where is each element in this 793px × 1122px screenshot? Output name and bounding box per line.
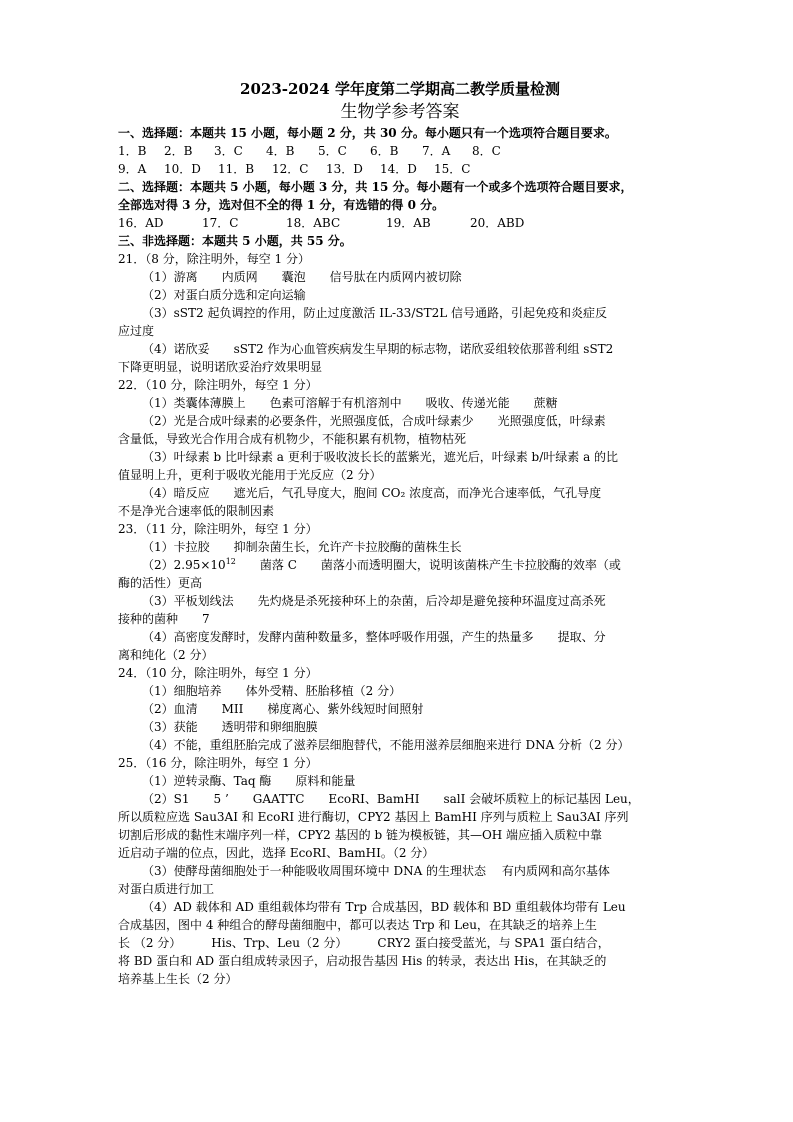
q25-part1: （1）逆转录酶、Taq 酶 原料和能量 — [142, 774, 356, 788]
q21-part2: （2）对蛋白质分选和定向运输 — [142, 288, 306, 302]
q22-heading: 22．（10 分，除注明外，每空 1 分） — [118, 378, 318, 392]
q25-part3-cont: 对蛋白质进行加工 — [118, 882, 215, 896]
q22-part1: （1）类囊体薄膜上 色素可溶解于有机溶剂中 吸收、传递光能 蔗糖 — [142, 396, 558, 410]
document-subtitle: 生物学参考答案 — [340, 102, 460, 122]
q23-part2-exponent: 12 — [225, 557, 236, 566]
answer-item: 6．B — [370, 144, 399, 158]
q25-part4-cont: 培养基上生长（2 分） — [118, 972, 238, 986]
section1-answers-row1 — [118, 142, 688, 160]
q22-part2: （2）光是合成叶绿素的必要条件，光照强度低，合成叶绿素少 光照强度低，叶绿素 — [142, 414, 606, 428]
q23-heading: 23．（11 分，除注明外，每空 1 分） — [118, 522, 318, 536]
q22-part3: （3）叶绿素 b 比叶绿素 a 更利于吸收波长长的蓝紫光，遮光后，叶绿素 b/叶绿素 a 的比 — [142, 450, 619, 464]
q24-part2: （2）血清 MII 梯度离心、紫外线短时间照射 — [142, 702, 424, 716]
answer-item: 10．D — [164, 162, 201, 176]
q22-part2-cont: 含量低，导致光合作用合成有机物少，不能积累有机物，植物枯死 — [118, 432, 467, 446]
q25-part2-cont: 近启动子端的位点，因此，选择 EcoRI、BamHI。（2 分） — [118, 846, 435, 860]
answer-item: 18．ABC — [286, 216, 341, 230]
q23-part3-cont: 接种的菌种 7 — [118, 612, 210, 626]
q22-part3-cont: 值显明上升，更利于吸收光能用于光反应（2 分） — [118, 468, 382, 482]
answer-item: 19．AB — [386, 216, 431, 230]
document-title: 2023-2024 学年度第二学期高二教学质量检测 — [240, 80, 560, 98]
q25-part4-cont: 长 （2 分） His、Trp、Leu（2 分） CRY2 蛋白接受蓝光，与 SPA1 蛋白结合， — [118, 936, 610, 950]
q24-part4: （4）不能，重组胚胎完成了滋养层细胞替代，不能用滋养层细胞来进行 DNA 分析（2 分） — [142, 738, 630, 752]
section2-heading: 二、选择题：本题共 5 小题，每小题 3 分，共 15 分。每小题有一个或多个选项符合题目要求， — [118, 180, 633, 194]
section1-heading: 一、选择题：本题共 15 小题，每小题 2 分，共 30 分。每小题只有一个选项符合题目要求。 — [118, 126, 617, 140]
q21-heading: 21．（8 分，除注明外，每空 1 分） — [118, 252, 310, 266]
q25-part2-cont: 切割后形成的黏性末端序列一样，CPY2 基因的 b 链为模板链，其—OH 端应插入质粒中靠 — [118, 828, 603, 842]
q23-part1: （1）卡拉胶 抑制杂菌生长，允许产卡拉胶酶的菌株生长 — [142, 540, 462, 554]
q23-part2-rest: 菌落 C 菌落小而透明圈大，说明该菌株产生卡拉胶酶的效率（或 — [235, 558, 621, 572]
answer-item: 8．C — [472, 144, 501, 158]
q21-part4-cont: 下降更明显，说明诺欣妥治疗效果明显 — [118, 360, 323, 374]
q25-part4: （4）AD 载体和 AD 重组载体均带有 Trp 合成基因，BD 载体和 BD 重组载体均带有 Leu — [142, 900, 626, 914]
q23-part4: （4）高密度发酵时，发酵内菌种数量多，整体呼吸作用强，产生的热量多 提取、分 — [142, 630, 606, 644]
answer-item: 12．C — [272, 162, 309, 176]
q22-part4: （4）暗反应 遮光后，气孔导度大，胞间 CO₂ 浓度高，而净光合速率低，气孔导度 — [142, 486, 602, 500]
answer-item: 4．B — [266, 144, 295, 158]
answer-item: 1．B — [118, 144, 147, 158]
answer-item: 16．AD — [118, 216, 164, 230]
q25-part2: （2）S1 5 ’ GAATTC EcoRI、BamHI salI 会破坏质粒上的标记基因 Leu， — [142, 792, 640, 806]
q23-part2 — [118, 556, 688, 574]
answer-item: 9．A — [118, 162, 147, 176]
answer-item: 15．C — [434, 162, 471, 176]
q21-part1: （1）游离 内质网 囊泡 信号肽在内质网内被切除 — [142, 270, 462, 284]
q23-part3: （3）平板划线法 先灼烧是杀死接种环上的杂菌，后冷却是避免接种环温度过高杀死 — [142, 594, 606, 608]
section2-heading-cont: 全部选对得 3 分，选对但不全的得 1 分，有选错的得 0 分。 — [118, 198, 445, 212]
q24-heading: 24．（10 分，除注明外，每空 1 分） — [118, 666, 318, 680]
section1-answers-row2 — [118, 160, 688, 178]
answer-item: 5．C — [318, 144, 347, 158]
q21-part3: （3）sST2 起负调控的作用，防止过度激活 IL-33/ST2L 信号通路，引起免疫和炎症反 — [142, 306, 608, 320]
q24-part1: （1）细胞培养 体外受精、胚胎移植（2 分） — [142, 684, 402, 698]
section2-answers — [118, 214, 688, 232]
q22-part4-cont: 不是净光合速率低的限制因素 — [118, 504, 275, 518]
answer-item: 7．A — [422, 144, 451, 158]
answer-item: 13．D — [326, 162, 363, 176]
answer-item: 17．C — [202, 216, 239, 230]
q23-part4-cont: 离和纯化（2 分） — [118, 648, 214, 662]
q21-part4: （4）诺欣妥 sST2 作为心血管疾病发生早期的标志物，诺欣妥组较依那普利组 sST2 — [142, 342, 614, 356]
q21-part3-cont: 应过度 — [118, 324, 155, 338]
q23-part2-cont: 酶的活性）更高 — [118, 576, 203, 590]
q23-part2-value: （2）2.95×10 — [142, 558, 226, 572]
q25-part2-cont: 所以质粒应选 Sau3AI 和 EcoRI 进行酶切，CPY2 基因上 BamHI 序列与质粒上 Sau3AI 序列 — [118, 810, 629, 824]
answer-item: 2．B — [164, 144, 193, 158]
section3-heading: 三、非选择题：本题共 5 小题，共 55 分。 — [118, 234, 352, 248]
answer-document — [118, 78, 688, 988]
q25-part4-cont: 合成基因，图中 4 种组合的酵母菌细胞中，都可以表达 Trp 和 Leu，在其缺乏的培养上生 — [118, 918, 597, 932]
q25-part3: （3）使酵母菌细胞处于一种能吸收周围环境中 DNA 的生理状态 有内质网和高尔基体 — [142, 864, 610, 878]
answer-item: 11．B — [218, 162, 255, 176]
q25-part4-cont: 将 BD 蛋白和 AD 蛋白组成转录因子，启动报告基因 His 的转录，表达出 His，在其缺乏的 — [118, 954, 607, 968]
answer-item: 14．D — [380, 162, 417, 176]
answer-item: 20．ABD — [470, 216, 525, 230]
q25-heading: 25．（16 分，除注明外，每空 1 分） — [118, 756, 318, 770]
q24-part3: （3）获能 透明带和卵细胞膜 — [142, 720, 318, 734]
answer-item: 3．C — [214, 144, 243, 158]
